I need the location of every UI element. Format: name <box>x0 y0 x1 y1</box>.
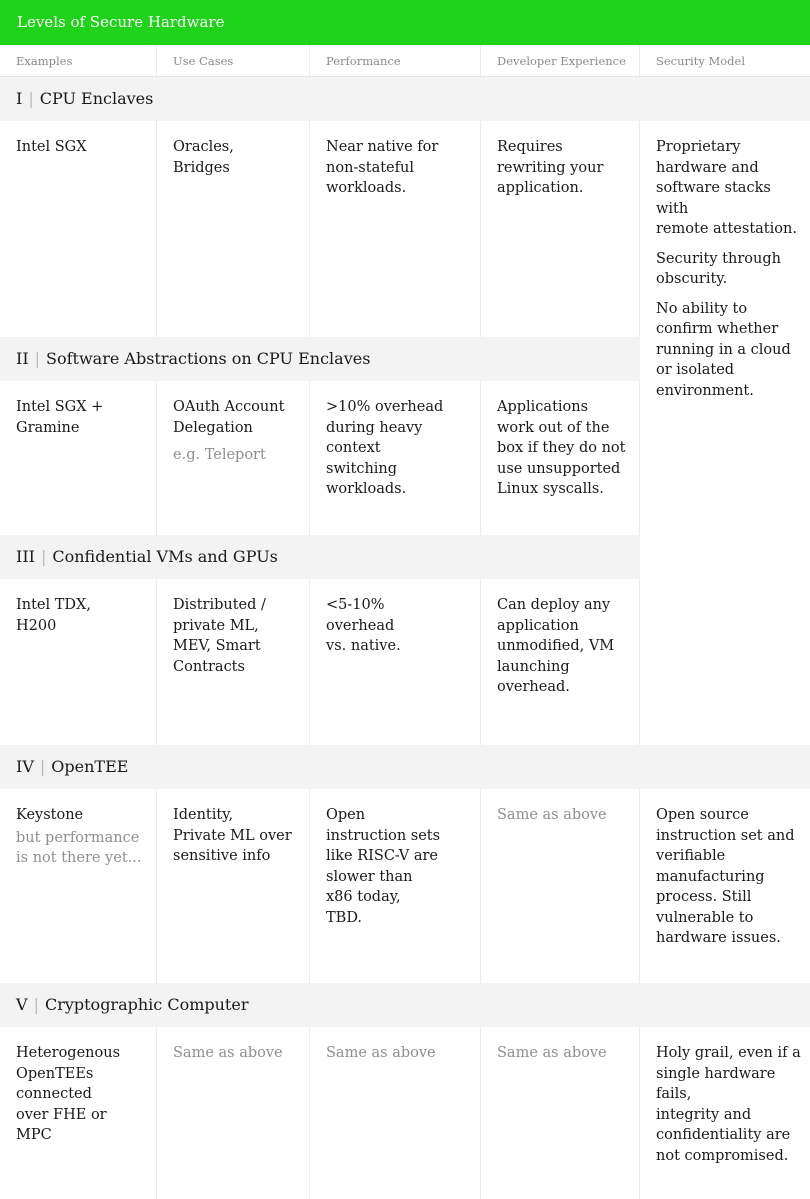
cell-examples <box>0 789 157 983</box>
cell-security-model-shared <box>640 121 810 745</box>
cell-performance: <5-10% overhead vs. native. <box>310 579 481 745</box>
cell-use-cases-text: OAuth Account Delegation <box>173 399 285 436</box>
cell-developer-experience: Requires rewriting your application. <box>481 121 640 337</box>
cell-developer-experience: Applications work out of the box if they do not use unsupported Linux syscalls. <box>481 381 640 535</box>
cell-use-cases: Distributed / private ML, MEV, Smart Contracts <box>157 579 310 745</box>
cell-security-model: Holy grail, even if a single hardware fails, integrity and confidentiality are not compromised. <box>656 1045 801 1164</box>
level-numeral: IV <box>16 757 34 776</box>
cell-use-cases: Oracles, Bridges <box>157 121 310 337</box>
column-header-developer-experience: Developer Experience <box>481 45 640 77</box>
level-name: CPU Enclaves <box>39 89 154 108</box>
security-model-paragraph: Proprietary hardware and software stacks with remote attestation. <box>656 139 797 237</box>
cell-use-cases <box>157 1027 310 1199</box>
security-model-paragraph: Security through obscurity. <box>656 250 781 287</box>
security-model-paragraph: No ability to confirm whether running in a cloud or isolated environment. <box>656 300 791 399</box>
level-name: Cryptographic Computer <box>44 995 249 1014</box>
cell-developer-experience <box>481 1027 640 1199</box>
level-name: OpenTEE <box>51 757 129 776</box>
cell-performance-text: Same as above <box>326 1045 436 1061</box>
cell-performance: Near native for non-stateful workloads. <box>310 121 481 337</box>
cell-security-model: Open source instruction set and verifiable manufacturing process. Still vulnerable to hardware issues. <box>656 807 795 946</box>
cell-developer-experience-text: Same as above <box>497 1045 607 1061</box>
level-divider: | <box>40 547 47 566</box>
level-band-2 <box>0 337 640 381</box>
cell-developer-experience: Can deploy any application unmodified, VM launching overhead. <box>481 579 640 745</box>
level-numeral: III <box>16 547 35 566</box>
level-band-3 <box>0 535 640 579</box>
column-header-performance: Performance <box>310 45 481 77</box>
level-numeral: V <box>16 995 28 1014</box>
cell-performance: >10% overhead during heavy context switching workloads. <box>310 381 481 535</box>
cell-developer-experience-text: Same as above <box>497 807 607 823</box>
level-divider: | <box>34 349 41 368</box>
cell-performance <box>310 1027 481 1199</box>
cell-examples: Intel SGX <box>0 121 157 337</box>
column-header-security-model: Security Model <box>640 45 810 77</box>
level-band-5 <box>0 983 810 1027</box>
level-divider: | <box>28 89 34 108</box>
level-name: Confidential VMs and GPUs <box>52 547 278 566</box>
cell-examples-text: Keystone <box>16 807 84 823</box>
table-title: Levels of Secure Hardware <box>0 0 810 45</box>
level-name: Software Abstractions on CPU Enclaves <box>46 349 371 368</box>
cell-use-cases <box>157 381 310 535</box>
level-band-1 <box>0 77 810 121</box>
cell-developer-experience <box>481 789 640 983</box>
cell-examples-note: but performance is not there yet... <box>16 829 142 866</box>
cell-examples: Intel TDX, H200 <box>0 579 157 745</box>
column-header-examples: Examples <box>0 45 157 77</box>
level-divider: | <box>33 995 39 1014</box>
level-band-4 <box>0 745 810 789</box>
cell-use-cases-note: e.g. Teleport <box>173 447 266 463</box>
column-header-use-cases: Use Cases <box>157 45 310 77</box>
cell-use-cases: Identity, Private ML over sensitive info <box>157 789 310 983</box>
cell-performance: Open instruction sets like RISC-V are slower than x86 today, TBD. <box>310 789 481 983</box>
level-numeral: I <box>16 89 23 108</box>
level-divider: | <box>39 757 46 776</box>
cell-examples: Heterogenous OpenTEEs connected over FHE or MPC <box>0 1027 157 1199</box>
cell-examples: Intel SGX + Gramine <box>0 381 157 535</box>
cell-use-cases-text: Same as above <box>173 1045 283 1061</box>
level-numeral: II <box>16 349 29 368</box>
